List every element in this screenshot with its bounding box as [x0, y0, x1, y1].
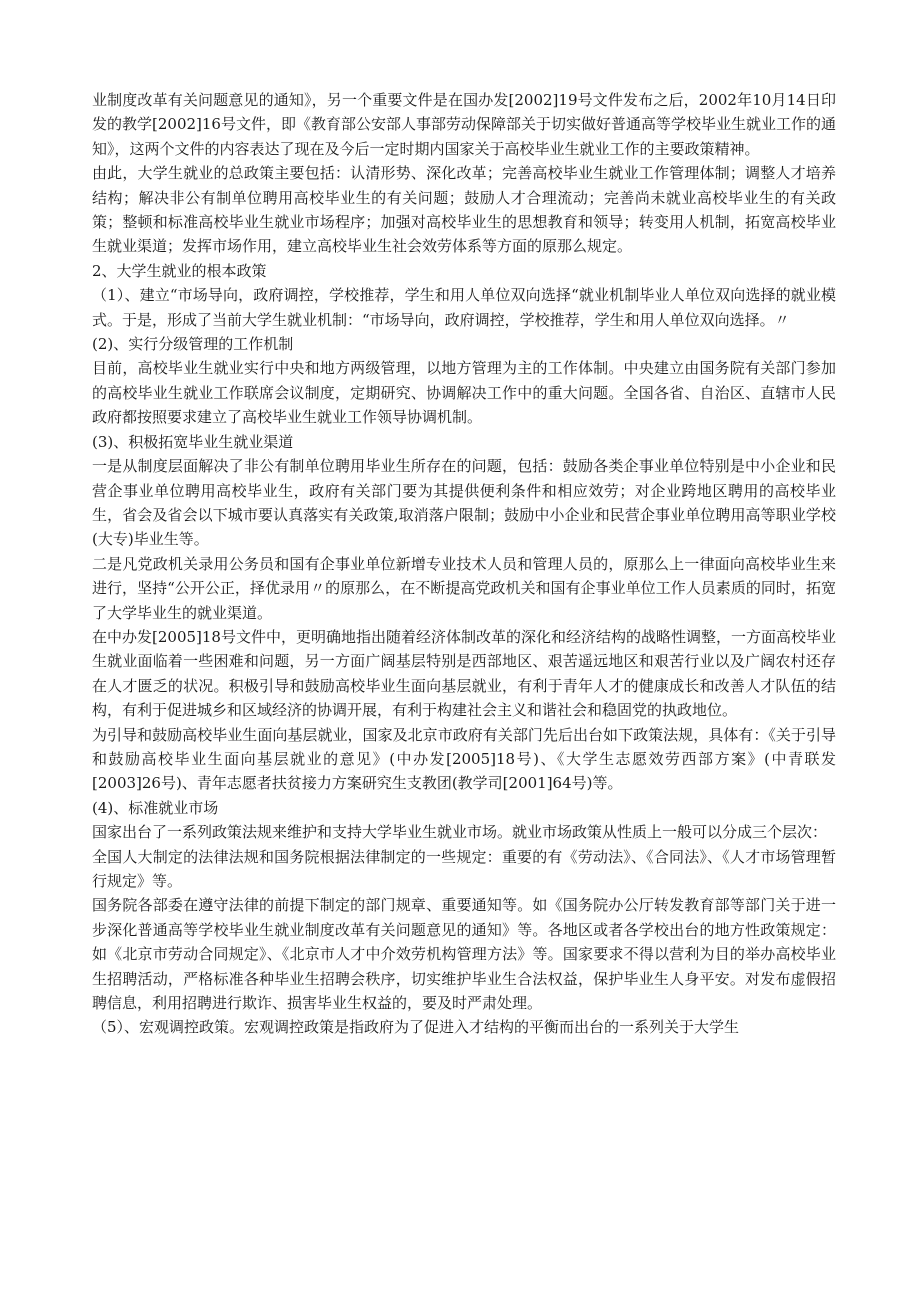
paragraph-grassroots-employment: 在中办发[2005]18号文件中，更明确地指出随着经济体制改革的深化和经济结构的战略性调整，一方面高校毕业生就业面临着一些困难和问题，另一方面广阔基层特别是西部地区、艰苦遥远地区和艰苦行业以及广阔农村还存在人才匮乏的状况。积极引导和鼓励高校毕业生面向基层就业，有利于青年人才的健康成长和改善人才队伍的结构，有利于促进城乡和区域经济的协调开展，有利于构建社会主义和谐社会和稳固党的执政地位。	[92, 627, 836, 720]
paragraph-overall-policy: 由此，大学生就业的总政策主要包括：认清形势、深化改革；完善高校毕业生就业工作管理体制；调整人才培养结构；解决非公有制单位聘用高校毕业生的有关问题；鼓励人才合理流动；完善尚未就业高校毕业生的有关政策；整顿和标准高校毕业生就业市场程序；加强对高校毕业生的思想教育和领导；转变用人机制，拓宽高校毕业生就业渠道；发挥市场作用，建立高校毕业生社会效劳体系等方面的原那么规定。	[92, 164, 836, 256]
item-heading-2-graded-management: (2)、实行分级管理的工作机制	[92, 335, 294, 354]
document-page	[92, 88, 836, 1040]
paragraph-policy-documents: 业制度改革有关问题意见的通知》，另一个重要文件是在国办发[2002]19号文件发布之后，2002年10月14日印发的教学[2002]16号文件，即《教育部公安部人事部劳动保障部关于切实做好普通高等学校毕业生就业工作的通知》，这两个文件的内容表达了现在及今后一定时期内国家关于高校毕业生就业工作的主要政策精神。	[92, 91, 836, 158]
paragraph-two-level-management: 目前，高校毕业生就业实行中央和地方两级管理，以地方管理为主的工作体制。中央建立由国务院有关部门参加的高校毕业生就业工作联席会议制度，定期研究、协调解决工作中的重大问题。全国各省、自治区、直辖市人民政府都按照要求建立了高校毕业生就业工作领导协调机制。	[92, 359, 836, 427]
section-heading-basic-policy: 2、大学生就业的根本政策	[92, 261, 267, 280]
paragraph-item-5-macro-control: （5）、宏观调控政策。宏观调控政策是指政府为了促进入才结构的平衡而出台的一系列关于大学生	[92, 1018, 740, 1037]
paragraph-laws-regulations: 全国人大制定的法律法规和国务院根据法律制定的一些规定：重要的有《劳动法》、《合同法》、《人才市场管理暂行规定》等。	[92, 847, 836, 890]
paragraph-ministry-rules: 国务院各部委在遵守法律的前提下制定的部门规章、重要通知等。如《国务院办公厅转发教育部等部门关于进一步深化普通高等学校毕业生就业制度改革有关问题意见的通知》等。各地区或者各学校出台的地方性政策规定：如《北京市劳动合同规定》、《北京市人才中介效劳机构管理方法》等。国家要求不得以营利为目的举办高校毕业生招聘活动，严格标准各种毕业生招聘会秩序，切实维护毕业生合法权益，保护毕业生人身平安。对发布虚假招聘信息，利用招聘进行欺诈、损害毕业生权益的，要及时严肃处理。	[92, 896, 836, 1013]
paragraph-market-levels: 国家出台了一系列政策法规来维护和支持大学毕业生就业市场。就业市场政策从性质上一般可以分成三个层次：	[92, 823, 828, 842]
item-heading-3-broaden-channels: (3)、积极拓宽毕业生就业渠道	[92, 432, 294, 451]
paragraph-item-1-market-mechanism: （1）、建立“市场导向，政府调控，学校推荐，学生和用人单位双向选择“就业机制毕业人单位双向选择的就业模式。于是，形成了当前大学生就业机制：“市场导向，政府调控，学校推荐，学生和用人单位双向选择。〃	[92, 286, 836, 329]
item-heading-4-standard-market: (4)、标准就业市场	[92, 798, 219, 817]
paragraph-policy-regulations: 为引导和鼓励高校毕业生面向基层就业，国家及北京市政府有关部门先后出台如下政策法规，具体有：《关于引导和鼓励高校毕业生面向基层就业的意见》(中办发[2005]18号)、《大学生志愿效劳西部方案》(中青联发[2003]26号)、青年志愿者扶贫接力方案研究生支教团(教学司[2001]64号)等。	[92, 725, 836, 793]
paragraph-non-public-units: 一是从制度层面解决了非公有制单位聘用毕业生所存在的问题，包括：鼓励各类企事业单位特别是中小企业和民营企事业单位聘用高校毕业生，政府有关部门要为其提供便利条件和相应效劳；对企业跨地区聘用的高校毕业生，省会及省会以下城市要认真落实有关政策,取消落户限制；鼓励中小企业和民营企事业单位聘用高等职业学校(大专)毕业生等。	[92, 457, 836, 549]
paragraph-civil-service-recruitment: 二是凡党政机关录用公务员和国有企事业单位新增专业技术人员和管理人员的，原那么上一律面向高校毕业生来进行，坚持“公开公正，择优录用〃的原那么，在不断提高党政机关和国有企事业单位工作人员素质的同时，拓宽了大学毕业生的就业渠道。	[92, 554, 836, 622]
